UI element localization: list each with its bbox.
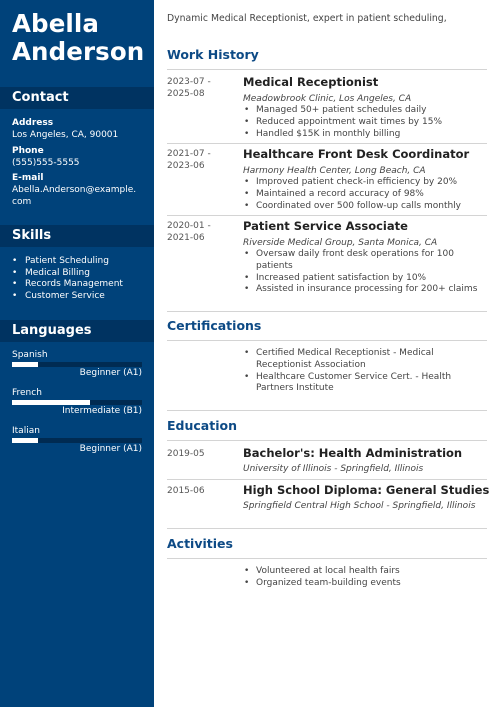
- job-bullet: • Coordinated over 500 follow-up calls monthly: [243, 201, 483, 213]
- contact-heading: Contact: [0, 87, 154, 109]
- entry-divider: [167, 215, 487, 216]
- job-date-start: 2021-07 -: [167, 149, 211, 159]
- address-value: Los Angeles, CA, 90001: [12, 130, 119, 140]
- email-label: E-mail: [12, 173, 44, 183]
- last-name: Anderson: [12, 37, 145, 66]
- section-divider: [167, 311, 487, 312]
- job-dates: [167, 148, 211, 172]
- job-bullet: • Reduced appointment wait times by 15%: [243, 117, 483, 129]
- certifications-list: [243, 348, 483, 395]
- job-bullet: • Increased patient satisfaction by 10%: [243, 273, 483, 285]
- language-bar-fill: [12, 362, 38, 367]
- section-divider: [167, 440, 487, 441]
- job-bullet: • Handled $15K in monthly billing: [243, 129, 483, 141]
- language-level: Intermediate (B1): [62, 406, 142, 416]
- job-title: Healthcare Front Desk Coordinator: [243, 147, 470, 161]
- education-heading: Education: [167, 418, 237, 433]
- job-employer: Riverside Medical Group, Santa Monica, CA: [243, 238, 438, 248]
- job-bullet: • Improved patient check-in efficiency by 20%: [243, 177, 483, 189]
- language-name: Italian: [12, 426, 40, 436]
- section-divider: [167, 340, 487, 341]
- education-school: University of Illinois - Springfield, Illinois: [243, 464, 424, 474]
- address-label: Address: [12, 118, 54, 128]
- summary-text: Dynamic Medical Receptionist, expert in patient scheduling,: [167, 13, 447, 24]
- job-bullet: • Managed 50+ patient schedules daily: [243, 105, 483, 117]
- skill-item: • Records Management: [12, 279, 123, 291]
- education-date: 2019-05: [167, 449, 205, 459]
- skills-list: [12, 256, 123, 302]
- section-divider: [167, 528, 487, 529]
- activity-item: • Organized team-building events: [243, 578, 483, 590]
- activities-heading: Activities: [167, 536, 233, 551]
- certification-item: • Certified Medical Receptionist - Medical Receptionist Association: [243, 348, 483, 372]
- candidate-name: [12, 10, 144, 66]
- language-level: Beginner (A1): [79, 444, 142, 454]
- languages-heading: Languages: [0, 320, 154, 342]
- job-date-end: 2023-06: [167, 161, 205, 171]
- section-divider: [167, 69, 487, 70]
- email-line-1: Abella.Anderson@example.: [12, 185, 137, 195]
- entry-divider: [167, 479, 487, 480]
- email-line-2: com: [12, 197, 32, 207]
- job-date-end: 2021-06: [167, 233, 205, 243]
- language-level: Beginner (A1): [79, 368, 142, 378]
- certifications-heading: Certifications: [167, 318, 262, 333]
- job-dates: [167, 76, 211, 100]
- job-bullet: • Assisted in insurance processing for 200+ claims: [243, 284, 483, 296]
- phone-label: Phone: [12, 146, 44, 156]
- language-bar-fill: [12, 438, 38, 443]
- job-employer: Harmony Health Center, Long Beach, CA: [243, 166, 426, 176]
- job-bullets: [243, 249, 483, 296]
- education-school: Springfield Central High School - Springfield, Illinois: [243, 501, 476, 511]
- education-degree: Bachelor's: Health Administration: [243, 446, 463, 460]
- language-bar: [12, 438, 142, 443]
- language-bar: [12, 362, 142, 367]
- work-history-heading: Work History: [167, 47, 259, 62]
- job-bullet: • Oversaw daily front desk operations for 100 patients: [243, 249, 483, 273]
- email-value[interactable]: [12, 184, 136, 208]
- job-employer: Meadowbrook Clinic, Los Angeles, CA: [243, 94, 412, 104]
- certification-item: • Healthcare Customer Service Cert. - Health Partners Institute: [243, 372, 483, 396]
- activity-item: • Volunteered at local health fairs: [243, 566, 483, 578]
- education-date: 2015-06: [167, 486, 205, 496]
- skill-item: • Patient Scheduling: [12, 256, 123, 268]
- job-date-end: 2025-08: [167, 89, 205, 99]
- job-date-start: 2023-07 -: [167, 77, 211, 87]
- skill-item: • Customer Service: [12, 291, 123, 303]
- language-bar-fill: [12, 400, 90, 405]
- skills-heading: Skills: [0, 225, 154, 247]
- job-bullets: [243, 177, 483, 212]
- first-name: Abella: [12, 9, 100, 38]
- section-divider: [167, 558, 487, 559]
- language-bar: [12, 400, 142, 405]
- job-title: Medical Receptionist: [243, 75, 379, 89]
- language-name: Spanish: [12, 350, 48, 360]
- job-title: Patient Service Associate: [243, 219, 408, 233]
- main-content: [154, 0, 500, 707]
- sidebar: [0, 0, 154, 707]
- entry-divider: [167, 143, 487, 144]
- job-date-start: 2020-01 -: [167, 221, 211, 231]
- phone-value: (555)555-5555: [12, 158, 80, 168]
- job-bullet: • Maintained a record accuracy of 98%: [243, 189, 483, 201]
- skill-item: • Medical Billing: [12, 268, 123, 280]
- section-divider: [167, 410, 487, 411]
- activities-list: [243, 566, 483, 590]
- language-name: French: [12, 388, 42, 398]
- job-dates: [167, 220, 211, 244]
- job-bullets: [243, 105, 483, 140]
- education-degree: High School Diploma: General Studies: [243, 483, 490, 497]
